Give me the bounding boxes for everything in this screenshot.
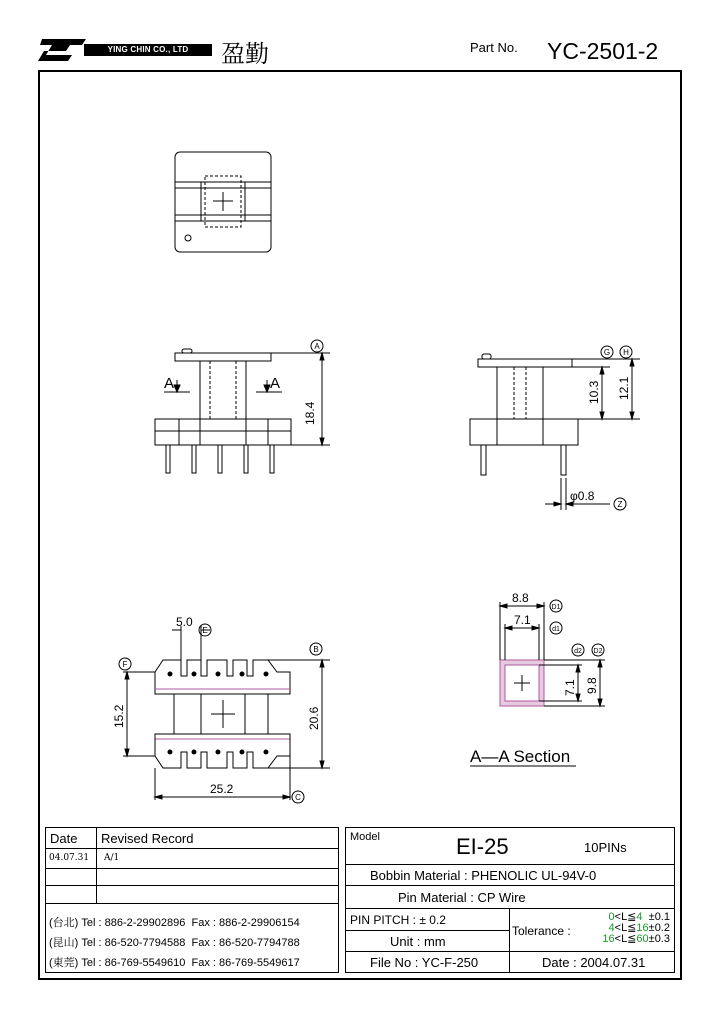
file-no-label: File No : xyxy=(370,955,419,970)
tol-mid: <L≦ xyxy=(614,911,637,923)
tol-lo: 4 xyxy=(608,922,615,934)
revision-record-header: Revised Record xyxy=(101,831,194,846)
brand-name-cn: 盈勤 xyxy=(221,40,269,68)
contact-tel: Tel : 86-769-5549610 xyxy=(81,957,186,969)
date xyxy=(542,955,645,970)
unit-label: Unit : xyxy=(390,934,421,949)
tol-val: ±0.3 xyxy=(648,933,670,945)
marker-e: E xyxy=(202,626,208,635)
unit xyxy=(390,934,446,949)
marker-d2-upper: D2 xyxy=(593,648,603,655)
bobbin-material-label: Bobbin Material : xyxy=(370,868,468,883)
pin-material xyxy=(398,890,526,905)
contact-kunshan xyxy=(49,934,300,950)
contact-tel: Tel : 86-520-7794588 xyxy=(81,937,186,949)
tol-hi: 60 xyxy=(636,933,649,945)
marker-f: F xyxy=(122,660,128,669)
marker-h: H xyxy=(623,348,629,357)
pin-material-label: Pin Material : xyxy=(398,890,474,905)
pin-material-value: CP Wire xyxy=(477,890,526,905)
marker-d2-lower: d2 xyxy=(574,648,582,655)
bobbin-material xyxy=(370,868,596,883)
company-name: YING CHIN CO., LTD xyxy=(84,44,212,56)
bobbin-material-value: PHENOLIC UL-94V-0 xyxy=(471,868,597,883)
marker-b: B xyxy=(313,645,319,654)
top-view xyxy=(175,152,271,252)
bottom-view xyxy=(119,624,330,803)
file-no xyxy=(370,955,478,970)
dim-section-outer-width: 8.8 xyxy=(512,591,529,605)
tol-hi: 16 xyxy=(636,922,649,934)
contact-fax: Fax : 86-769-5549617 xyxy=(191,957,300,969)
tol-mid: <L≦ xyxy=(614,933,637,945)
revision-row-record: A/1 xyxy=(104,853,120,863)
contact-tel: Tel : 886-2-29902896 xyxy=(81,917,186,929)
pin-pitch-value: ± 0.2 xyxy=(419,913,446,927)
contact-fax: Fax : 886-2-29906154 xyxy=(191,917,300,929)
section-title: A—A Section xyxy=(470,747,571,766)
dim-section-inner-height: 7.1 xyxy=(563,679,577,696)
dim-pin-diameter: φ0.8 xyxy=(570,489,595,503)
dim-bottom-total: 20.6 xyxy=(307,706,321,730)
dim-section-outer-height: 9.8 xyxy=(585,677,599,694)
revision-row-date: 04.07.31 xyxy=(49,853,90,863)
date-value: 2004.07.31 xyxy=(580,955,646,970)
pin-pitch-label: PIN PITCH : xyxy=(350,913,417,927)
tol-val: ±0.2 xyxy=(648,922,670,934)
unit-value: mm xyxy=(423,934,446,949)
pin-pitch xyxy=(350,913,446,927)
part-no-label: Part No. xyxy=(470,40,518,55)
dim-top-width: 5.0 xyxy=(176,615,193,629)
section-arrow-label-right: A xyxy=(270,375,281,392)
tol-lo: 16 xyxy=(602,933,615,945)
revision-date-header: Date xyxy=(50,831,78,846)
contact-region: (東莞) xyxy=(49,957,79,969)
tolerance-label: Tolerance : xyxy=(512,924,571,938)
marker-a: A xyxy=(314,342,320,351)
pin-marks xyxy=(168,672,268,754)
dim-front-height: 18.4 xyxy=(303,401,317,425)
file-no-value: YC-F-250 xyxy=(421,955,479,970)
tol-lo: 0 xyxy=(608,911,615,923)
tol-mid: <L≦ xyxy=(614,922,637,934)
dim-side-outer: 12.1 xyxy=(617,376,631,400)
model-value: EI-25 xyxy=(456,834,509,859)
part-number: YC-2501-2 xyxy=(547,38,659,64)
dim-bottom-height: 15.2 xyxy=(112,704,126,728)
marker-d1-upper: D1 xyxy=(551,604,561,611)
contact-taipei xyxy=(49,914,300,930)
spec-table xyxy=(345,827,675,973)
marker-g: G xyxy=(603,348,611,357)
revision-table xyxy=(45,827,339,973)
side-view xyxy=(470,346,640,510)
dim-bottom-width: 25.2 xyxy=(210,782,234,796)
section-arrow-label-left: A xyxy=(164,375,175,392)
contact-dongguan xyxy=(49,954,300,970)
marker-z: Z xyxy=(617,500,623,509)
tolerance-row xyxy=(602,934,670,945)
tol-hi: 4 xyxy=(636,911,643,923)
marker-d1-lower: d1 xyxy=(552,626,560,633)
date-label: Date : xyxy=(542,955,577,970)
pin-count: 10PINs xyxy=(584,840,627,855)
model-label: Model xyxy=(350,831,380,843)
dim-side-inner: 10.3 xyxy=(587,380,601,404)
contact-region: (昆山) xyxy=(49,937,79,949)
contact-region: (台北) xyxy=(49,917,79,929)
tol-val: ±0.1 xyxy=(648,911,670,923)
dim-section-inner-width: 7.1 xyxy=(514,613,531,627)
marker-c: C xyxy=(295,793,301,802)
contact-fax: Fax : 86-520-7794788 xyxy=(191,937,300,949)
